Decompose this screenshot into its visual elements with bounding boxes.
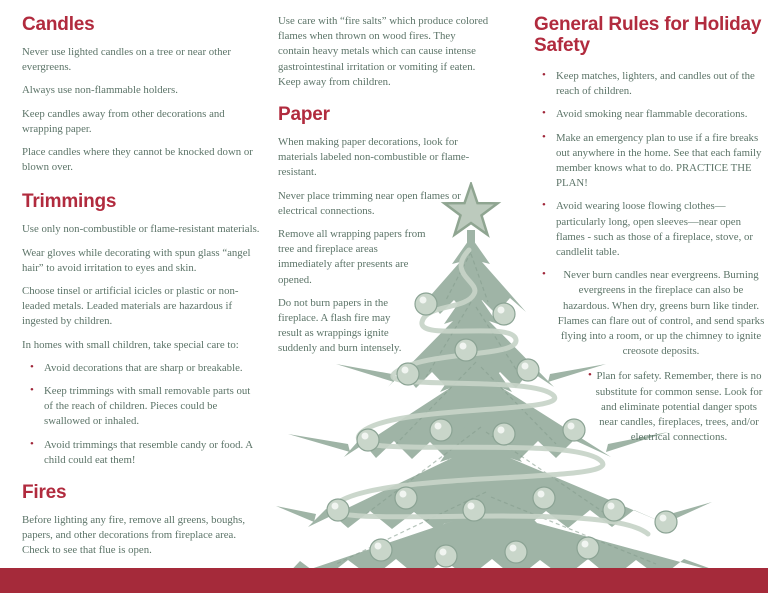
bullet-text: Keep trimmings with small removable parts out of the reach of children. Pieces could be swallowed or inhaled. [44, 385, 251, 428]
trimmings-paragraph: Use only non-combustible or flame-resistant materials. [22, 223, 260, 236]
bullet-dot: • [542, 268, 546, 281]
candles-paragraph: Keep candles away from other decorations and wrapping paper. [22, 107, 225, 135]
bullet-dot: • [542, 107, 546, 120]
plan-for-safety-bullet [588, 369, 766, 445]
bullet-dot: • [30, 360, 34, 373]
middle-column [278, 14, 490, 365]
trimmings-bullet-list [22, 361, 260, 468]
bullet-dot: • [30, 384, 34, 397]
bullet-text: Avoid smoking near flammable decorations. [556, 108, 748, 121]
trimmings-paragraph: Wear gloves while decorating with spun glass “angel hair” to avoid irritation to eyes and skin. [22, 246, 251, 274]
bullet-dot: • [542, 130, 546, 143]
bullet-text: Avoid trimmings that resemble candy or food. A child could eat them! [44, 438, 253, 466]
bullet-text: Make an emergency plan to use if a fire breaks out anywhere in the home. See that each family member knows what to do. PRACTICE THE PLAN! [556, 131, 762, 190]
bullet-item [542, 69, 766, 99]
paper-paragraph: Do not burn papers in the fireplace. A flash fire may result as wrappings ignite suddenly and burn intensely. [278, 296, 402, 355]
bullet-item [542, 130, 766, 192]
bullet-item [542, 199, 766, 260]
fires-paragraph: Before lighting any fire, remove all greens, boughs, papers, and other decorations from fireplace area. Check to see that flue is open. [22, 514, 246, 557]
candles-paragraph: Always use non-flammable holders. [22, 84, 178, 97]
trimmings-paragraph: In homes with small children, take special care to: [22, 338, 239, 351]
bullet-item [542, 268, 766, 359]
bullet-item [30, 360, 260, 376]
bullet-text: Keep matches, lighters, and candles out of the reach of children. [556, 70, 755, 98]
trimmings-paragraph: Choose tinsel or artificial icicles or plastic or non-leaded metals. Leaded materials are hazardous if ingested by children. [22, 285, 239, 328]
bullet-item [542, 107, 766, 122]
candles-paragraph: Place candles where they cannot be knocked down or blown over. [22, 146, 253, 174]
fire-salts-paragraph: Use care with “fire salts” which produce colored flames when thrown on wood fires. They contain heavy metals which can cause intense gastrointestinal irritation or vomiting if eaten. Keep away from children. [278, 15, 489, 88]
trimmings-heading: Trimmings [22, 191, 117, 213]
left-column [22, 14, 260, 593]
candles-paragraph: Never use lighted candles on a tree or near other evergreens. [22, 46, 231, 74]
fires-heading: Fires [22, 482, 67, 504]
bullet-dot: • [542, 69, 546, 81]
paper-paragraph: Never place trimming near open flames or electrical connections. [278, 189, 461, 217]
general-rules-bullet-list [534, 69, 766, 359]
bullet-dot: • [588, 369, 592, 382]
bullet-dot: • [542, 199, 546, 212]
paper-heading: Paper [278, 104, 330, 126]
bullet-item [30, 437, 260, 468]
footer-bar [0, 568, 768, 593]
bullet-item [30, 384, 260, 430]
bullet-text: Avoid decorations that are sharp or breakable. [44, 361, 243, 374]
general-rules-heading: General Rules for Holiday Safety [534, 14, 762, 56]
bullet-text: Never burn candles near evergreens. Burning evergreens in the fireplace can also be hazardous. When dry, greens burn like tinder. Flames can flare out of control, and send sparks flying into a room, or up the chimney to ignite creosote deposits. [557, 269, 765, 358]
bullet-dot: • [30, 437, 34, 450]
paper-paragraph: When making paper decorations, look for materials labeled non-combustible or flame-resistant. [278, 136, 470, 179]
bullet-text: Plan for safety. Remember, there is no substitute for common sense. Look for and eliminate potential danger spots near candles, fireplaces, trees, and/or electrical connections. [595, 370, 763, 444]
bullet-text: Avoid wearing loose flowing clothes—particularly long, open sleeves—near open flames - such as those of a fireplace, stove, or candlelit table. [556, 200, 753, 259]
paper-paragraph: Remove all wrapping papers from tree and fireplace areas immediately after presents are opened. [278, 228, 426, 286]
candles-heading: Candles [22, 14, 95, 35]
right-column [534, 14, 766, 445]
